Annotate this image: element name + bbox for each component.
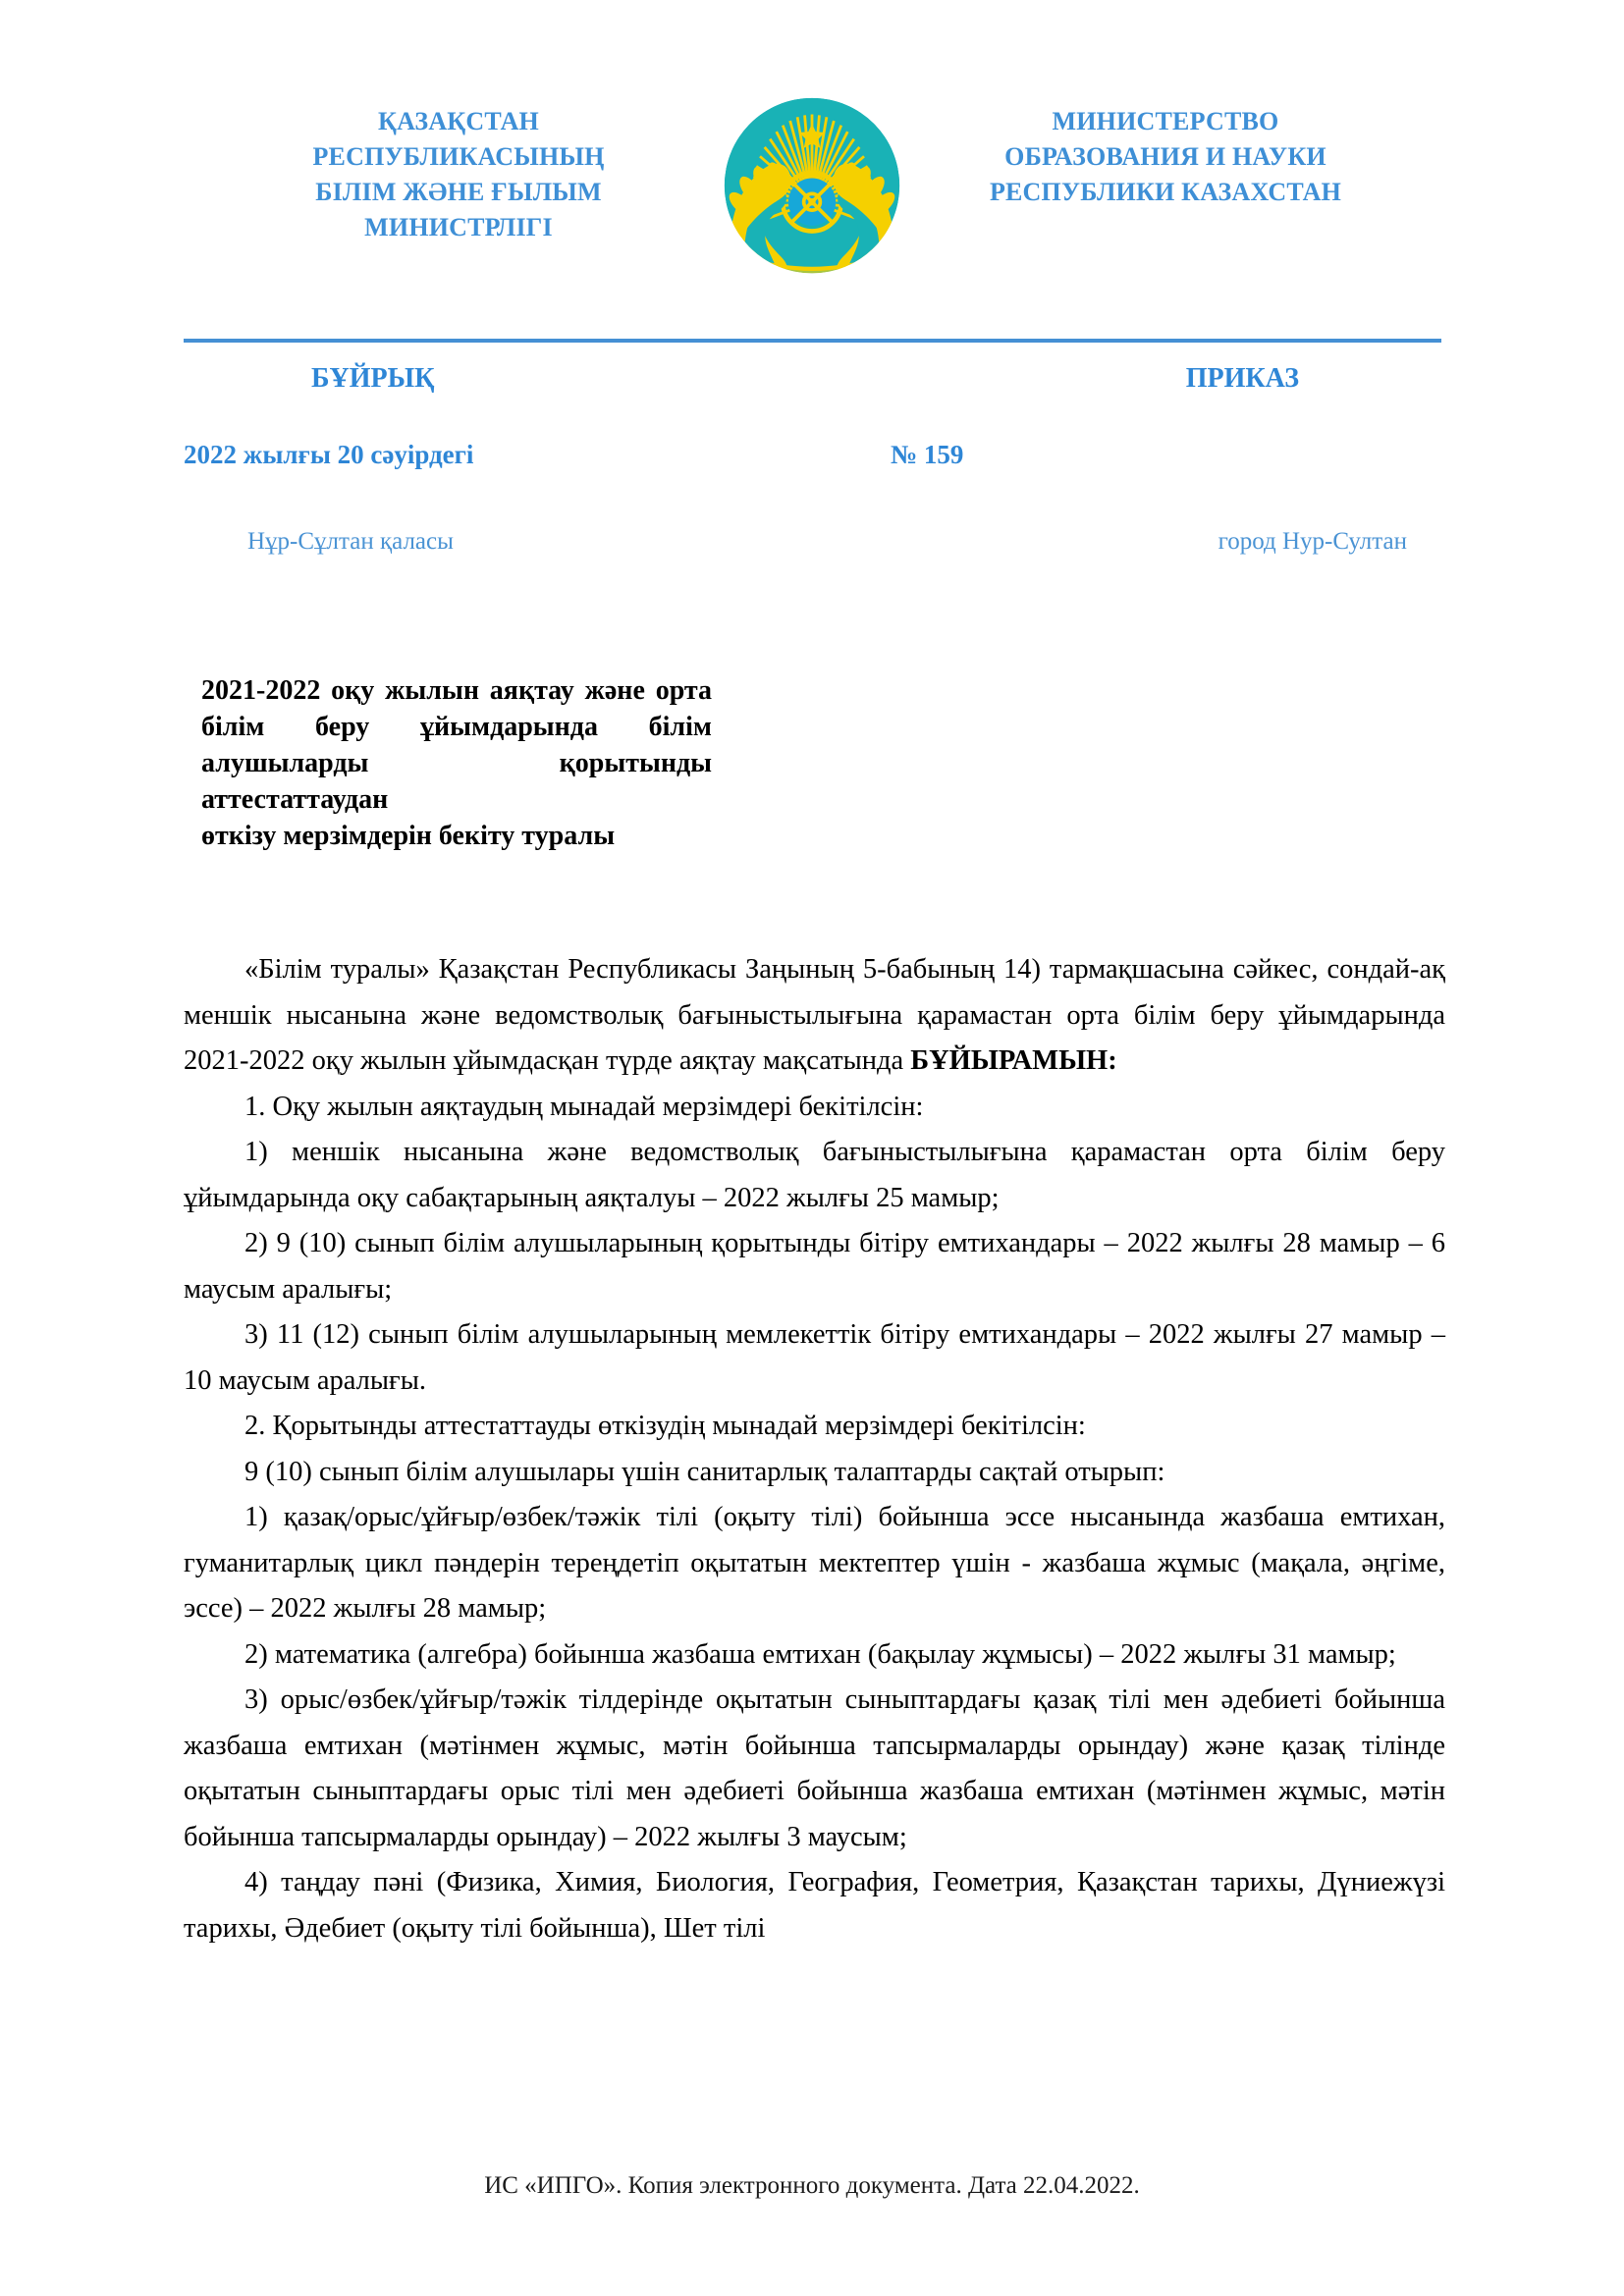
ministry-kz-line-1: ҚАЗАҚСТАН: [378, 107, 539, 135]
body-paragraph-1-3: 3) 11 (12) сынып білім алушыларының мемлекеттік бітіру емтихандары – 2022 жылғы 27 мамыр – 10 маусым аралығы.: [184, 1319, 1445, 1396]
order-verb: БҰЙЫРАМЫН:: [910, 1045, 1117, 1076]
ministry-name-kazakh: [228, 94, 689, 245]
title-line-4: өткізу мерзімдерін бекіту туралы: [201, 820, 616, 851]
body-paragraph-2-4: 4) таңдау пәні (Физика, Химия, Биология, География, Геометрия, Қазақстан тарихы, Дүниежүзі тарихы, Әдебиет (оқыту тілі бойынша), Шет тілі: [184, 1867, 1445, 1944]
city-russian: город Нур-Султан: [1218, 528, 1407, 555]
intro-text: «Білім туралы» Қазақстан Республикасы Заңының 5-бабының 14) тармақшасына сәйкес, сондай-ақ меншік нысанына және ведомстволық бағыныстылығына қарамастан орта білім беру ұйымдарында 2021-2022 оқу жылын ұйымдасқан түрде аяқтау мақсатында: [184, 954, 1445, 1076]
order-number: № 159: [891, 440, 964, 469]
document-title: [201, 673, 712, 855]
document-footer: ИС «ИПГО». Копия электронного документа. Дата 22.04.2022.: [484, 2172, 1140, 2199]
ministry-ru-line-1: МИНИСТЕРСТВО: [1052, 107, 1279, 135]
ministry-name-russian: [935, 94, 1396, 210]
ministry-kz-line-2: РЕСПУБЛИКАСЫНЫҢ: [312, 141, 605, 171]
ministry-ru-line-2: ОБРАЗОВАНИЯ И НАУКИ: [1004, 141, 1326, 171]
ministry-ru-line-3: РЕСПУБЛИКИ КАЗАХСТАН: [989, 177, 1342, 206]
title-line-1: 2021-2022 оқу жылын аяқтау және орта: [201, 675, 712, 706]
order-date: 2022 жылғы 20 сәуірдегі: [184, 440, 474, 469]
title-line-2: білім беру ұйымдарында білім: [201, 711, 712, 742]
order-label-row: [184, 363, 1441, 395]
ministry-kz-line-3: БІЛІМ ЖӘНЕ ҒЫЛЫМ: [315, 177, 602, 206]
body-paragraph-intro: [184, 947, 1445, 1085]
body-paragraph-2-3: 3) орыс/өзбек/ұйғыр/тәжік тілдерінде оқытатын сыныптардағы қазақ тілі мен әдебиеті бойынша жазбаша емтихан (мәтінмен жұмыс, мәтін бойынша тапсырмаларды орындау) және қазақ тілінде оқытатын сыныптардағы орыс тілі мен әдебиеті бойынша жазбаша емтихан (мәтінмен жұмыс, мәтін бойынша тапсырмаларды орындау) – 2022 жылғы 3 маусым;: [184, 1684, 1445, 1852]
ministry-kz-line-4: МИНИСТРЛІГІ: [364, 212, 553, 241]
body-paragraph-2-1: 1) қазақ/орыс/ұйғыр/өзбек/тәжік тілі (оқыту тілі) бойынша эссе нысанында жазбаша емтихан, гуманитарлық цикл пәндерін тереңдетіп оқытатын мектептер үшін - жазбаша жұмыс (мақала, әңгіме, эссе) – 2022 жылғы 28 мамыр;: [184, 1502, 1445, 1624]
document-body: [184, 947, 1445, 1951]
body-paragraph-1-2: 2) 9 (10) сынып білім алушыларының қорытынды бітіру емтихандары – 2022 жылғы 28 мамыр – 6 маусым аралығы;: [184, 1228, 1445, 1305]
city-kazakh: Нұр-Сұлтан қаласы: [247, 528, 454, 555]
body-paragraph-2-2: 2) математика (алгебра) бойынша жазбаша емтихан (бақылау жұмысы) – 2022 жылғы 31 мамыр;: [244, 1638, 1396, 1670]
body-paragraph-2-intro: 9 (10) сынып білім алушылары үшін санитарлық талаптарды сақтай отырып:: [244, 1456, 1165, 1487]
body-paragraph-2: 2. Қорытынды аттестаттауды өткізудің мынадай мерзімдері бекітілсін:: [244, 1411, 1086, 1441]
title-line-3: алушыларды қорытынды аттестаттаудан: [201, 747, 712, 815]
order-label-kazakh: БҰЙРЫҚ: [311, 363, 435, 394]
body-paragraph-1-1: 1) меншік нысанына және ведомстволық бағыныстылығына қарамастан орта білім беру ұйымдарында оқу сабақтарының аяқталуы – 2022 жылғы 25 мамыр;: [184, 1137, 1445, 1213]
kazakhstan-state-emblem-icon: [721, 94, 903, 277]
order-city-row: [184, 528, 1441, 556]
letterhead: [0, 94, 1624, 277]
body-paragraph-1: 1. Оқу жылын аяқтаудың мынадай мерзімдері бекітілсін:: [244, 1091, 924, 1122]
emblem-container: [689, 94, 935, 277]
order-date-row: [184, 440, 1441, 470]
order-label-russian: ПРИКАЗ: [1185, 363, 1299, 394]
header-divider-rule: [184, 339, 1441, 343]
